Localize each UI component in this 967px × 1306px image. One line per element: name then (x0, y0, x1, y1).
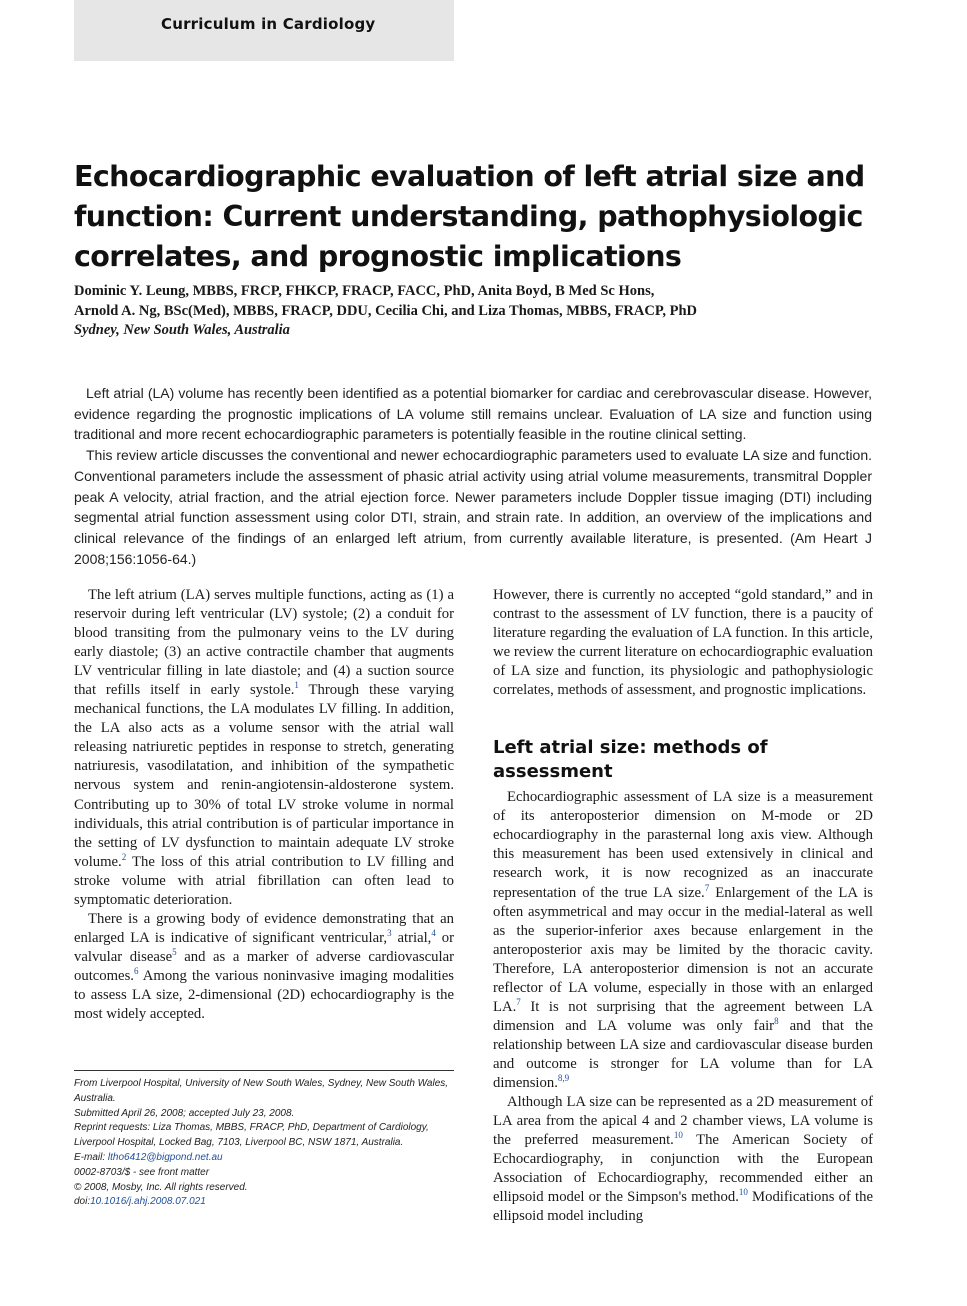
reference-link[interactable]: 8,9 (557, 1073, 570, 1084)
section-label: Curriculum in Cardiology (161, 15, 376, 33)
authors-line-1: Dominic Y. Leung, MBBS, FRCP, FHKCP, FRACP, FACC, PhD, Anita Boyd, B Med Sc Hons, (74, 283, 655, 299)
footnote-reprint: Reprint requests: Liza Thomas, MBBS, FRACP, PhD, Department of Cardiology, Liverpool Hospital, Locked Bag, 7103, Liverpool BC, NSW 1871, Australia. (74, 1122, 429, 1149)
reference-link[interactable]: 7 (516, 996, 521, 1007)
abstract-paragraph: Left atrial (LA) volume has recently been identified as a potential biomarker for cardiac and cerebrovascular disease. However, evidence regarding the prognostic implications of LA volume still remains unclear. Evaluation of LA size and function using traditional and more recent echocardiographic parameters is potentially feasible in the routine clinical setting. (74, 385, 872, 443)
affiliation: Sydney, New South Wales, Australia (74, 322, 290, 338)
body-paragraph: There is a growing body of evidence demonstrating that an enlarged LA is indicative of significant ventricular,$^3$ atrial,$^4$ or valvular disease$^5$ and as a marker of adverse cardiovascular outcomes.$^6$ Among the various noninvasive imaging modalities to assess LA size, 2-dimensional (2D) echocardiography is the most widely accepted. (74, 910, 454, 1023)
abstract-paragraph: This review article discusses the conventional and newer echocardiographic parameters used to evaluate LA size and function. Conventional parameters include the assessment of phasic atrial activity using atrial volume measurements, transmitral Doppler peak A velocity, atrial fraction, and the atrial ejection force. Newer parameters include Doppler tissue imaging (DTI) including segmental atrial function assessment using color DTI, strain, and strain rate. In addition, an overview of the implications and clinical relevance of the findings of an enlarged left atrium, from currently available literature, is presented. (Am Heart J 2008;156:1056-64.) (74, 447, 872, 567)
reference-link[interactable]: 5 (172, 947, 177, 957)
authors-line-2: Arnold A. Ng, BSc(Med), MBBS, FRACP, DDU, Cecilia Chi, and Liza Thomas, MBBS, FRACP, PhD (74, 302, 698, 319)
article-title: Echocardiographic evaluation of left atrial size and function: Current understanding, pathophysiologic correlates, and prognostic implications (74, 160, 865, 273)
footnotes (74, 1070, 454, 1210)
reference-link[interactable]: 7 (704, 882, 710, 893)
footnote-submitted: Submitted April 26, 2008; accepted July 23, 2008. (74, 1107, 295, 1119)
footnote-affiliation: From Liverpool Hospital, University of New South Wales, Sydney, New South Wales, Australia. (74, 1078, 449, 1104)
reference-link[interactable]: 8 (774, 1015, 779, 1026)
footnote-email: E-mail: ltho6412@bigpond.net.au (74, 1151, 223, 1163)
reference-link[interactable]: 10 (673, 1130, 683, 1141)
footnote-copyright: © 2008, Mosby, Inc. All rights reserved. (74, 1181, 248, 1193)
reference-link[interactable]: 4 (431, 927, 436, 938)
body-paragraph: Although LA size can be represented as a 2D measurement of LA area from the apical 4 and 2 chamber views, LA volume is the preferred measurement.$^{10}$ The American Society of Echocardiography, in conjunction with the European Association of Echocardiography, recommended either an ellipsoid model or the Simpson's method.$^{10}$ Modifications of the ellipsoid model including (493, 1094, 873, 1225)
body-paragraph: The left atrium (LA) serves multiple functions, acting as (1) a reservoir during left ventricular (LV) systole; (2) a conduit for blood transiting from the pulmonary veins to the LV during early diastole; (3) an active contractile chamber that augments LV ventricular filling in late diastole; and (4) a suction source that refills itself in early systole.$^1$ Through these varying mechanical functions, the LA modulates LV filling. In addition, the LA also acts as a volume sensor with the atrial wall releasing natriuretic peptides in response to stretch, generating natriuresis, vasodilatation, and inhibition of the sympathetic nervous system and renin-angiotensin-aldosterone system. Contributing up to 30% of total LV stroke volume in normal individuals, this atrial contribution is of particular importance in the setting of LV dysfunction to maintain adequate LV stroke volume.$^2$ The loss of this atrial contribution to LV filling and stroke volume with atrial fibrillation can often lead to symptomatic deterioration. (74, 587, 454, 908)
right-column (493, 586, 873, 1226)
footnote-doi: doi:10.1016/j.ahj.2008.07.021 (74, 1196, 206, 1208)
section-header (74, 0, 454, 61)
abstract (74, 383, 872, 569)
author-block (74, 282, 894, 341)
reference-link[interactable]: 3 (387, 927, 392, 938)
reference-link[interactable]: 6 (133, 966, 139, 977)
doi-link[interactable]: 10.1016/j.ahj.2008.07.021 (90, 1196, 206, 1208)
reference-link[interactable]: 2 (121, 851, 127, 862)
reference-link[interactable]: 1 (294, 680, 299, 691)
left-column (74, 586, 454, 1024)
reference-link[interactable]: 10 (738, 1187, 748, 1198)
footnote-issn: 0002-8703/$ - see front matter (74, 1166, 210, 1178)
email-link[interactable]: ltho6412@bigpond.net.au (107, 1151, 223, 1163)
section-heading: Left atrial size: methods of assessment (493, 737, 768, 783)
body-paragraph: However, there is currently no accepted “gold standard,” and in contrast to the assessment of LV function, there is a paucity of literature regarding the evaluation of LA function. In this article, we review the current literature on echocardiographic evaluation of LA size and function, its physiologic and pathophysiologic correlates, methods of assessment, and prognostic implications. (493, 587, 873, 699)
body-paragraph: Echocardiographic assessment of LA size is a measurement of its anteroposterior dimension on M-mode or 2D echocardiography in the parasternal long axis view. Although this measurement has been used extensively in clinical and research work, it is now recognized as an inaccurate representation of the true LA size.$^7$ Enlargement of the LA is often asymmetrical and may occur in the medial-lateral as well as the superior-inferior axes because enlargement in the anteroposterior axis may be limited by the thoracic cavity. Therefore, LA anteroposterior dimension is not an accurate reflector of LA volume, especially in those with an enlarged LA.$^7$ It is not surprising that the agreement between LA dimension and LA volume was only fair$^8$ and that the relationship between LA size and cardiovascular disease burden and outcome is stronger for LA volume than for LA dimension.$^{8,9}$ (493, 789, 873, 1091)
